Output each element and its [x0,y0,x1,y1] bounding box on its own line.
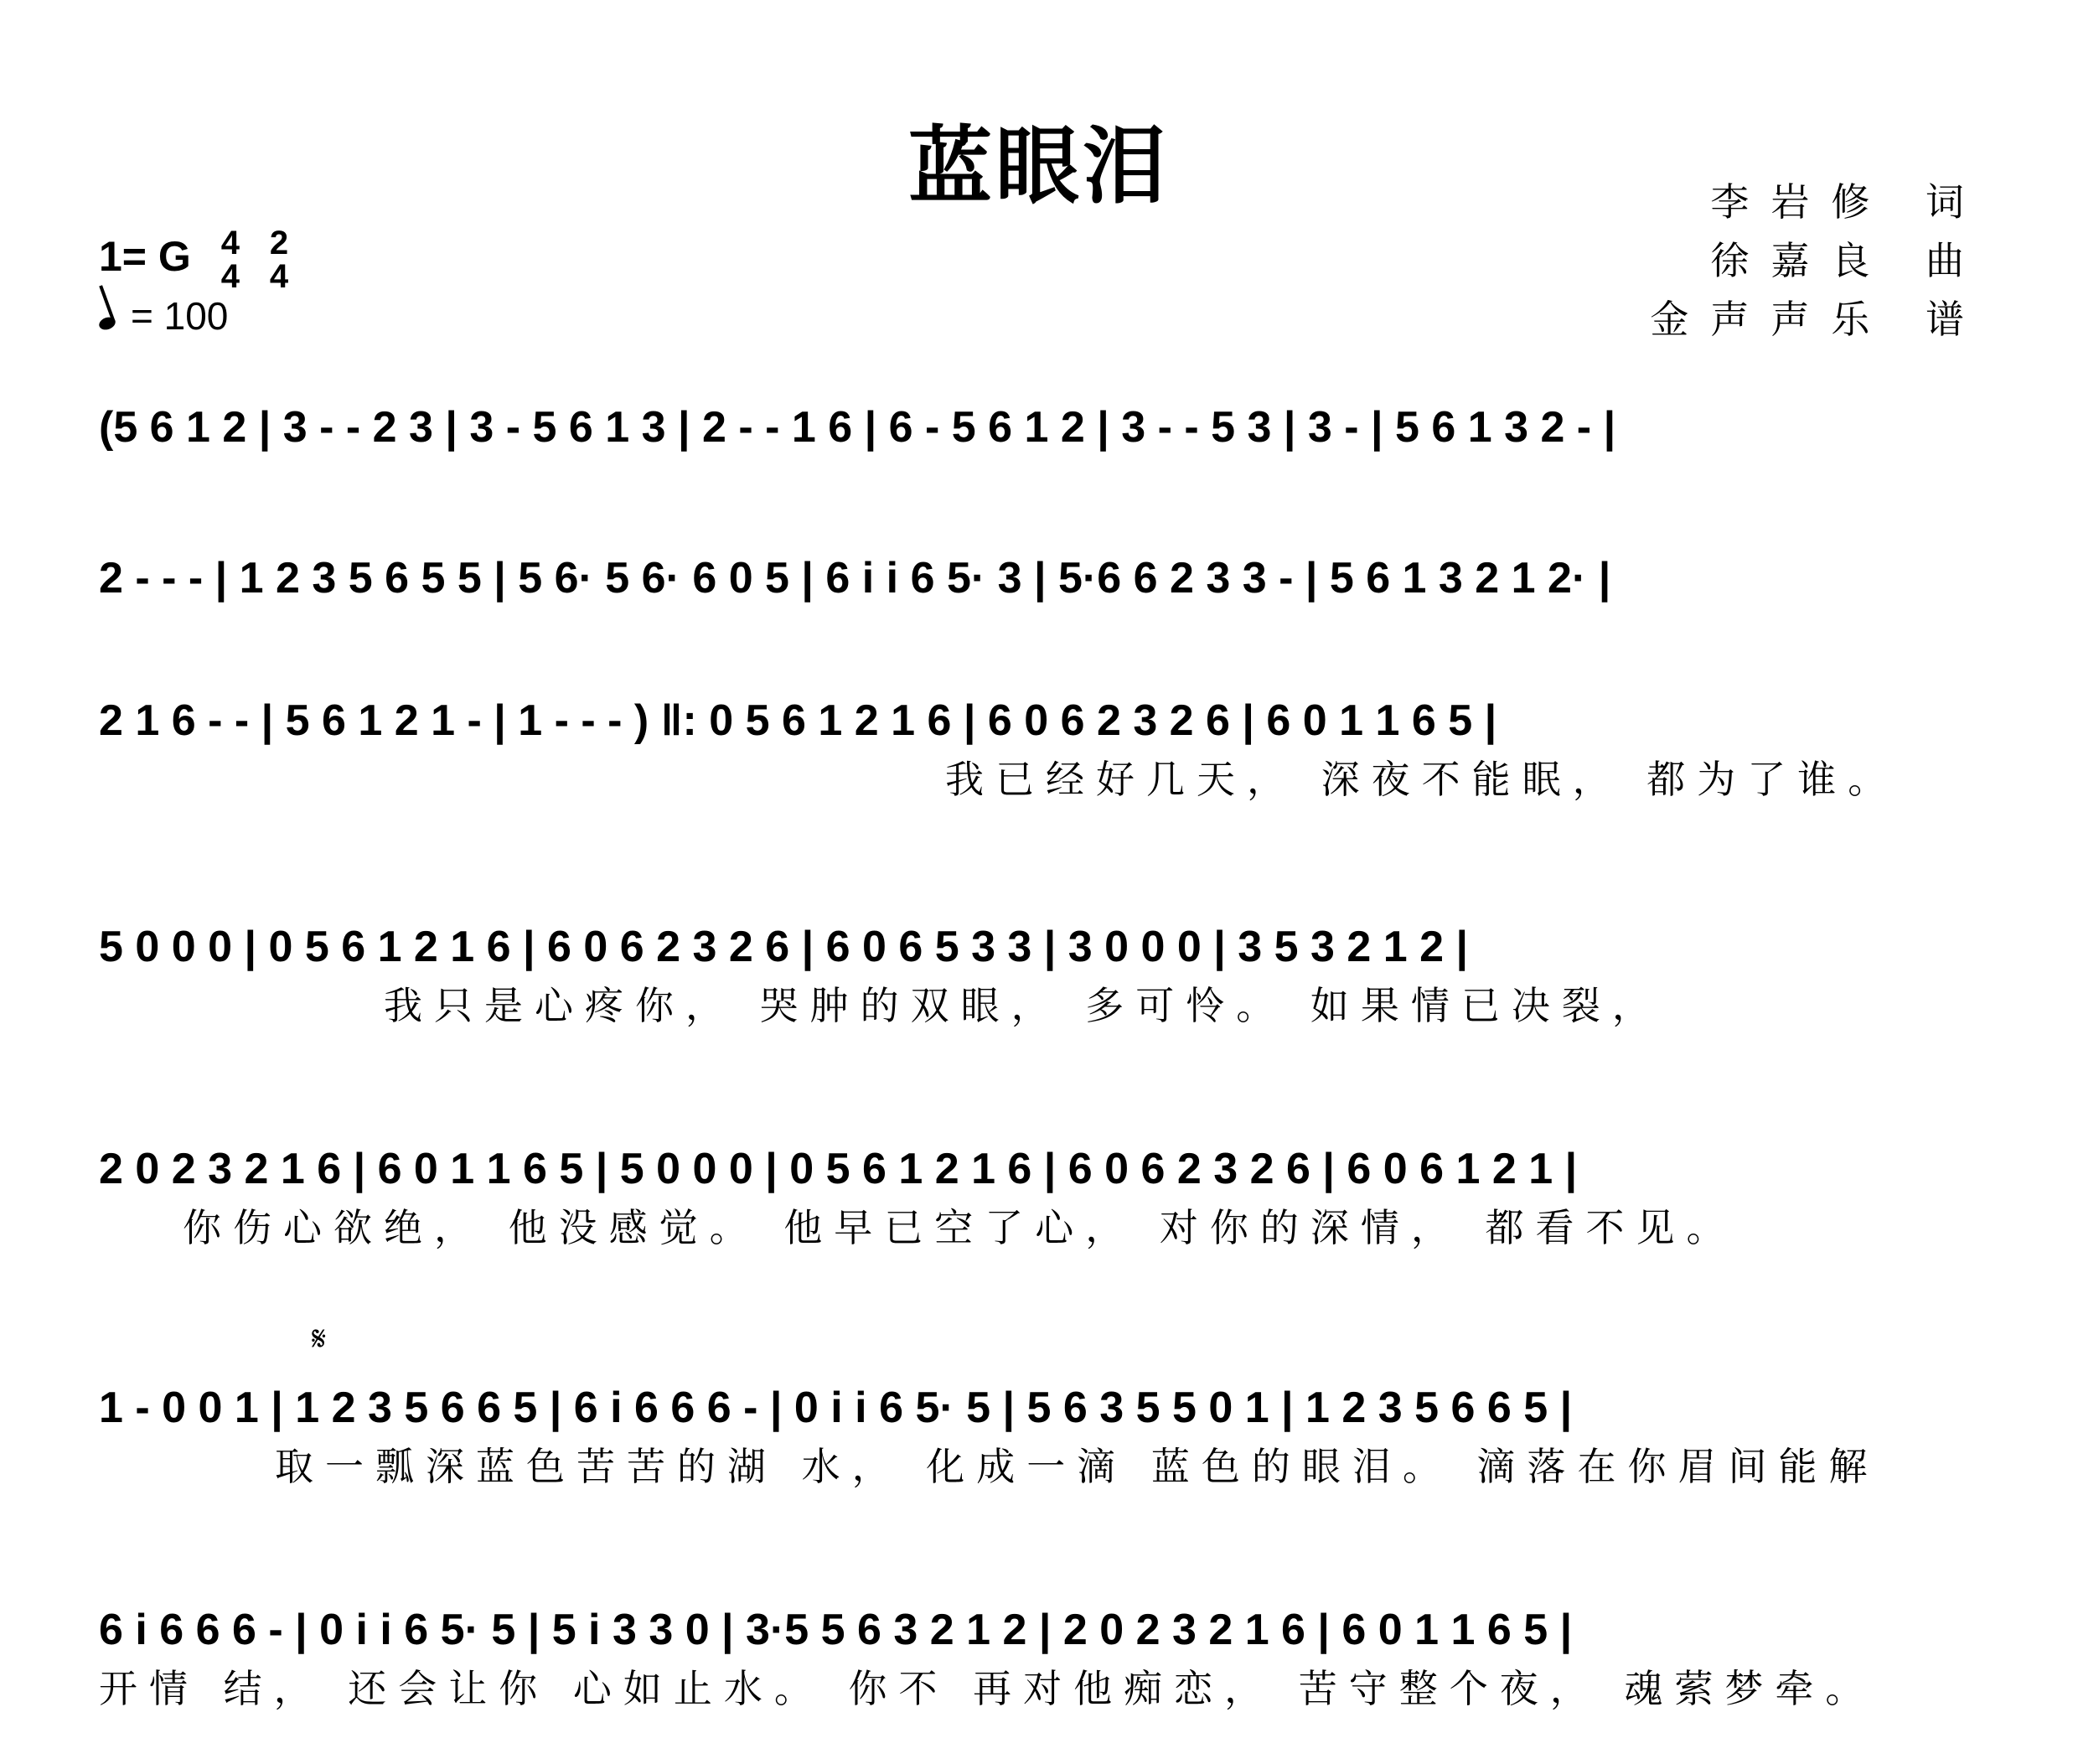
meter2-numerator: 2 [269,225,289,261]
melody-line: (5 6 1 2 | 3 - - 2 3 | 3 - 5 6 1 3 | 2 - - 1 6 | 6 - 5 6 1 2 | 3 - - 5 3 | 3 - | 5 6 1 3 2 - | [99,403,1616,452]
lyrics-line: 我只是心疼你， 哭肿的双眼， 多可怜。 如果情已决裂， [384,983,1662,1028]
system-2 [99,545,1993,612]
meter1-numerator: 4 [220,225,240,261]
melody-line: 2 0 2 3 2 1 6 | 6 0 1 1 6 5 | 5 0 0 0 | 0 5 6 1 2 1 6 | 6 0 6 2 3 2 6 | 6 0 6 1 2 1 | [99,1145,1578,1193]
system-3 [99,687,1993,804]
transcriber-credit: 金声声乐 谱 [1650,297,1986,342]
time-signature-2 [270,226,288,293]
system-7 [99,1596,1993,1714]
system-5 [99,1135,1993,1253]
system-6 [99,1374,1993,1492]
system-4 [99,913,1993,1031]
key-signature [99,226,288,293]
song-title: 蓝眼泪 [908,116,1170,215]
lyricist-credit: 李岩修 词 [1710,179,1986,225]
tempo-value: = 100 [131,294,229,338]
lyrics-line: 我已经好几天， 深夜不能眠， 都为了谁。 [945,757,1899,802]
melody-line: 6 i 6 6 6 - | 0 i i 6 5· 5 | 5 i 3 3 0 | 3·5 5 6 3 2 1 2 | 2 0 2 3 2 1 6 | 6 0 1 1 6 5 | [99,1606,1573,1654]
meter1-denominator: 4 [220,258,240,295]
tempo-marking [99,293,228,339]
key-label: 1= G [99,233,191,281]
melody-line: 5 0 0 0 | 0 5 6 1 2 1 6 | 6 0 6 2 3 2 6 | 6 0 6 5 3 3 | 3 0 0 0 | 3 5 3 2 1 2 | [99,923,1469,971]
segno-sign: 𝄋 [312,1320,327,1358]
lyrics-line: 取一瓢深蓝色苦苦的湖 水， 化成一滴 蓝色的眼泪。 滴落在你眉间能解 [275,1444,1879,1489]
lyrics-line: 你伤心欲绝， 他没感觉。 他早已空了心， 对你的深情， 都看不见。 [183,1205,1737,1250]
system-1 [99,394,1993,461]
melody-line: 2 - - - | 1 2 3 5 6 5 5 | 5 6· 5 6· 6 0 5 | 6 i i 6 5· 3 | 5·6 6 2 3 3 - | 5 6 1 3 2 1 2· | [99,554,1611,603]
melody-line: 1 - 0 0 1 | 1 2 3 5 6 6 5 | 6 i 6 6 6 - | 0 i i 6 5· 5 | 5 6 3 5 5 0 1 | 1 2 3 5 6 6 5 | [99,1384,1573,1432]
melody-line: 2 1 6 - - | 5 6 1 2 1 - | 1 - - - ) ‖: 0 5 6 1 2 1 6 | 6 0 6 2 3 2 6 | 6 0 1 1 6 5 | [99,696,1497,745]
composer-credit: 徐嘉良 曲 [1710,238,1986,283]
quarter-note-icon [97,315,117,332]
meter2-denominator: 4 [269,258,289,295]
lyrics-line: 开情 结， 还会让你 心如止水。 你不 再对他痴恋， 苦守整个夜， 魂萦梦牵。 [99,1666,1876,1711]
time-signature-1 [221,226,240,293]
